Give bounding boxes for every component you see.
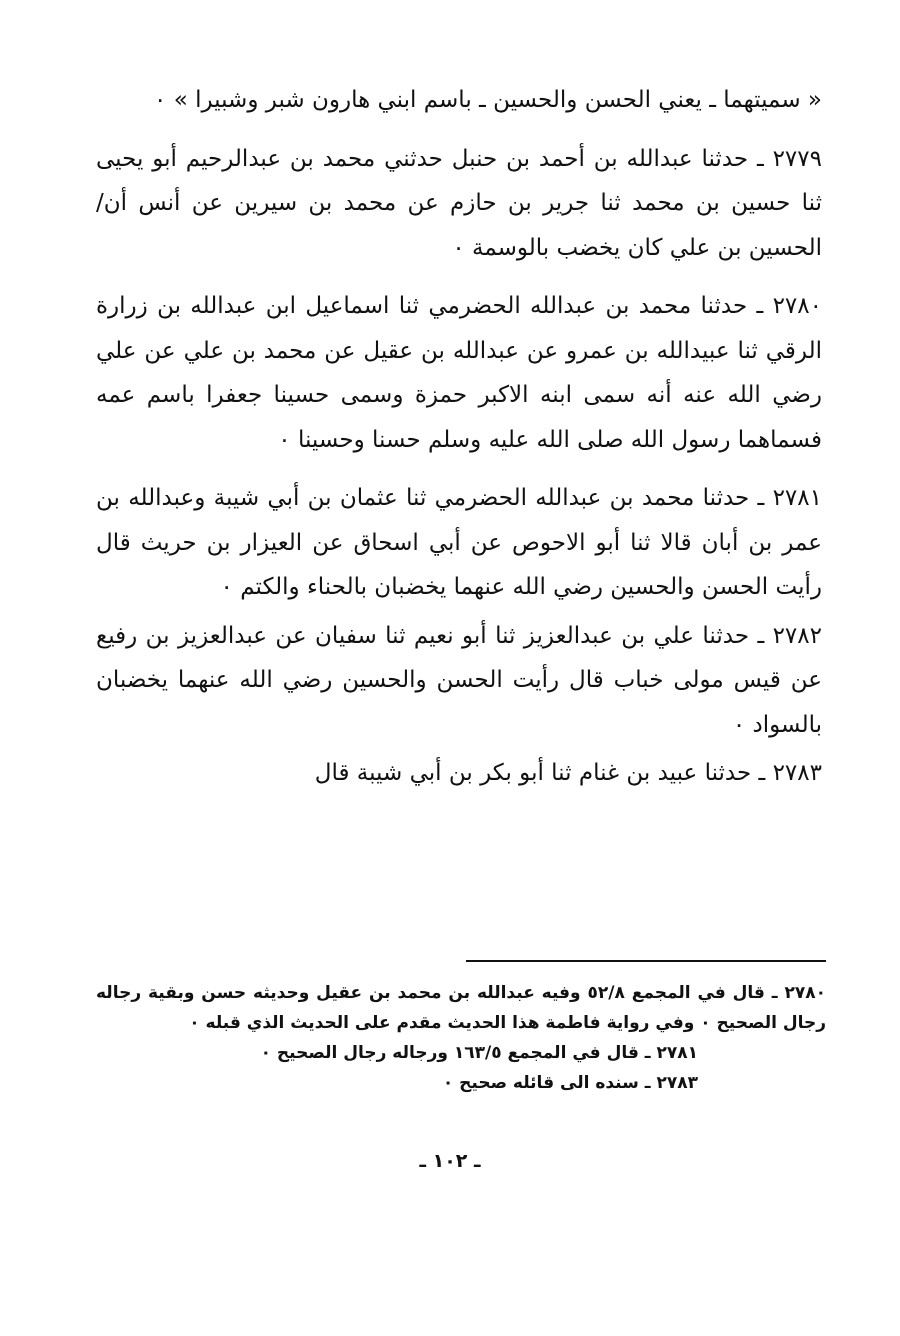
hadith-2780: ٢٧٨٠ ـ حدثنا محمد بن عبدالله الحضرمي ثنا اسماعيل ابن عبدالله بن زرارة الرقي ثنا عبيدالله بن عمرو عن عبدالله بن عقيل عن محمد بن علي عن علي رضي الله عنه أنه سمى ابنه الاكبر حمزة وسمى حسينا جعفرا باسم عمه فسماهما رسول الله صلى الله عليه وسلم حسنا وحسينا ٠ bbox=[96, 293, 822, 453]
footnote-2780: ٢٧٨٠ ـ قال في المجمع ٥٢/٨ وفيه عبدالله بن محمد بن عقيل وحديثه حسن وبقية رجاله رجال الصحيح ٠ وفي رواية فاطمة هذا الحديث مقدم على الحديث الذي قبله ٠ bbox=[96, 983, 826, 1033]
hadith-2781: ٢٧٨١ ـ حدثنا محمد بن عبدالله الحضرمي ثنا عثمان بن أبي شيبة وعبدالله بن عمر بن أبان قالا ثنا أبو الاحوص عن أبي اسحاق عن العيزار بن حريث قال رأيت الحسن والحسين رضي الله عنهما يخضبان بالحناء والكتم ٠ bbox=[96, 485, 822, 600]
footnote-2781: ٢٧٨١ ـ قال في المجمع ١٦٣/٥ ورجاله رجال الصحيح ٠ bbox=[260, 1043, 698, 1063]
main-text-body bbox=[96, 78, 822, 796]
hadith-2782: ٢٧٨٢ ـ حدثنا علي بن عبدالعزيز ثنا أبو نعيم ثنا سفيان عن عبدالعزيز بن رفيع عن قيس مولى خباب قال رأيت الحسن والحسين رضي الله عنهما يخضبان بالسواد ٠ bbox=[96, 622, 822, 738]
hadith-2779: ٢٧٧٩ ـ حدثنا عبدالله بن أحمد بن حنبل حدثني محمد بن عبدالرحيم أبو يحيى ثنا حسين بن محمد ثنا جرير بن حازم عن محمد بن سيرين عن أنس أن/الحسين بن علي كان يخضب بالوسمة ٠ bbox=[96, 145, 822, 261]
footnote-2783: ٢٧٨٣ ـ سنده الى قائله صحيح ٠ bbox=[442, 1073, 698, 1093]
footnotes-section bbox=[96, 978, 826, 1098]
footnote-divider bbox=[466, 960, 826, 962]
paragraph-quote-end: « سميتهما ـ يعني الحسن والحسين ـ باسم ابني هارون شبر وشبيرا » ٠ bbox=[154, 87, 822, 113]
hadith-2783: ٢٧٨٣ ـ حدثنا عبيد بن غنام ثنا أبو بكر بن أبي شيبة قال bbox=[314, 760, 822, 786]
page-number: ـ ١٠٢ ـ bbox=[419, 1150, 481, 1172]
